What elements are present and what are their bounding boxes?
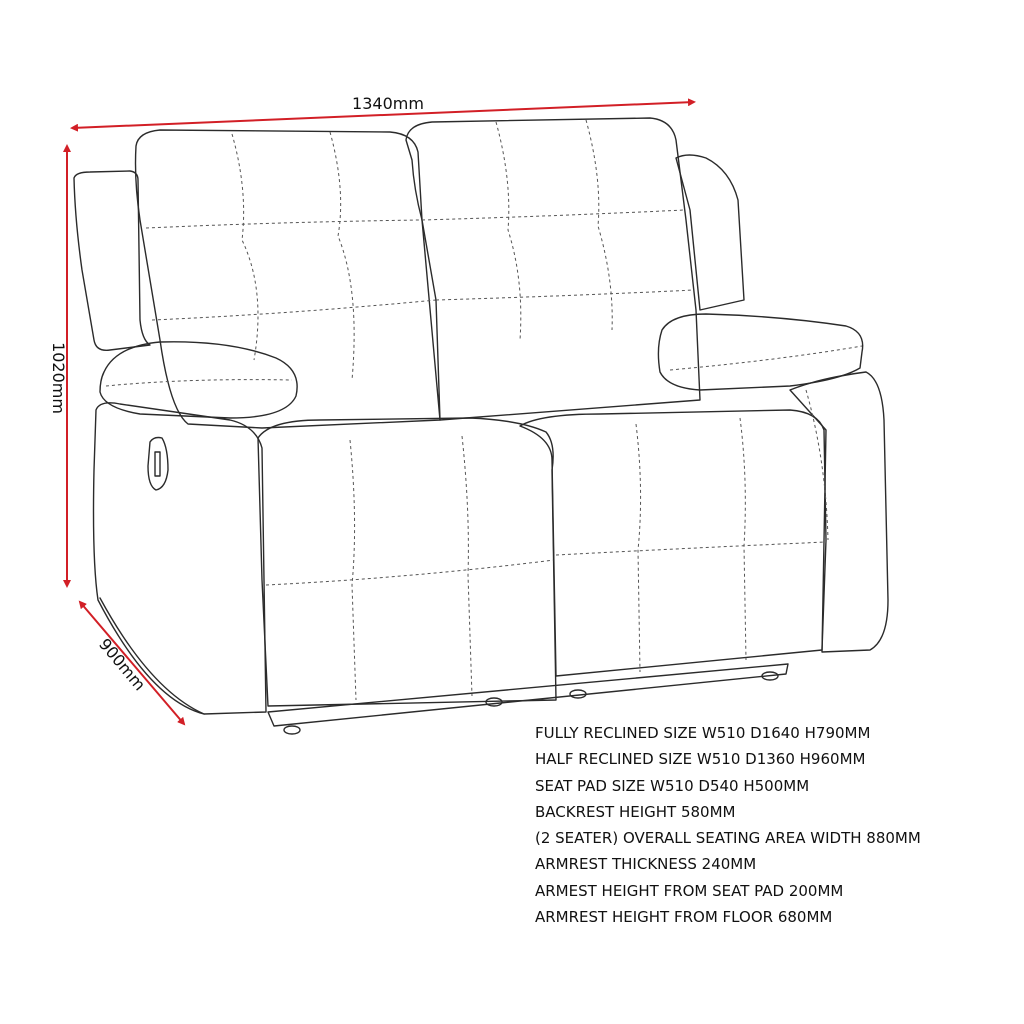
left-arm-back [74,171,150,350]
right-backrest [406,118,700,420]
spec-half-reclined: HALF RECLINED SIZE W510 D1360 H960MM [535,750,866,769]
depth-label: 900mm [95,634,150,695]
footrest-bar [268,664,788,726]
width-dimension [72,94,694,128]
spec-seat-pad: SEAT PAD SIZE W510 D540 H500MM [535,776,810,795]
width-label: 1340mm [352,94,424,113]
right-arm-front [790,372,888,652]
spec-armrest-from-floor: ARMREST HEIGHT FROM FLOOR 680MM [535,908,833,927]
specification-list [535,720,921,930]
spec-armrest-from-seat: ARMEST HEIGHT FROM SEAT PAD 200MM [535,881,844,900]
right-armrest-pad [658,314,862,390]
right-seat-cushion [520,410,826,676]
foot [284,726,300,734]
spec-backrest-height: BACKREST HEIGHT 580MM [535,802,736,821]
spec-armrest-thickness: ARMREST THICKNESS 240MM [535,855,757,874]
height-dimension [49,146,68,586]
spec-seating-width: (2 SEATER) OVERALL SEATING AREA WIDTH 880MM [535,829,921,848]
depth-dimension [80,602,184,724]
right-arm-back [676,155,744,310]
spec-fully-reclined: FULLY RECLINED SIZE W510 D1640 H790MM [535,724,871,742]
sofa-outline [74,118,888,734]
left-backrest [136,130,441,428]
recliner-handle [148,438,168,491]
left-seat-cushion [258,418,556,706]
height-label: 1020mm [49,342,68,414]
